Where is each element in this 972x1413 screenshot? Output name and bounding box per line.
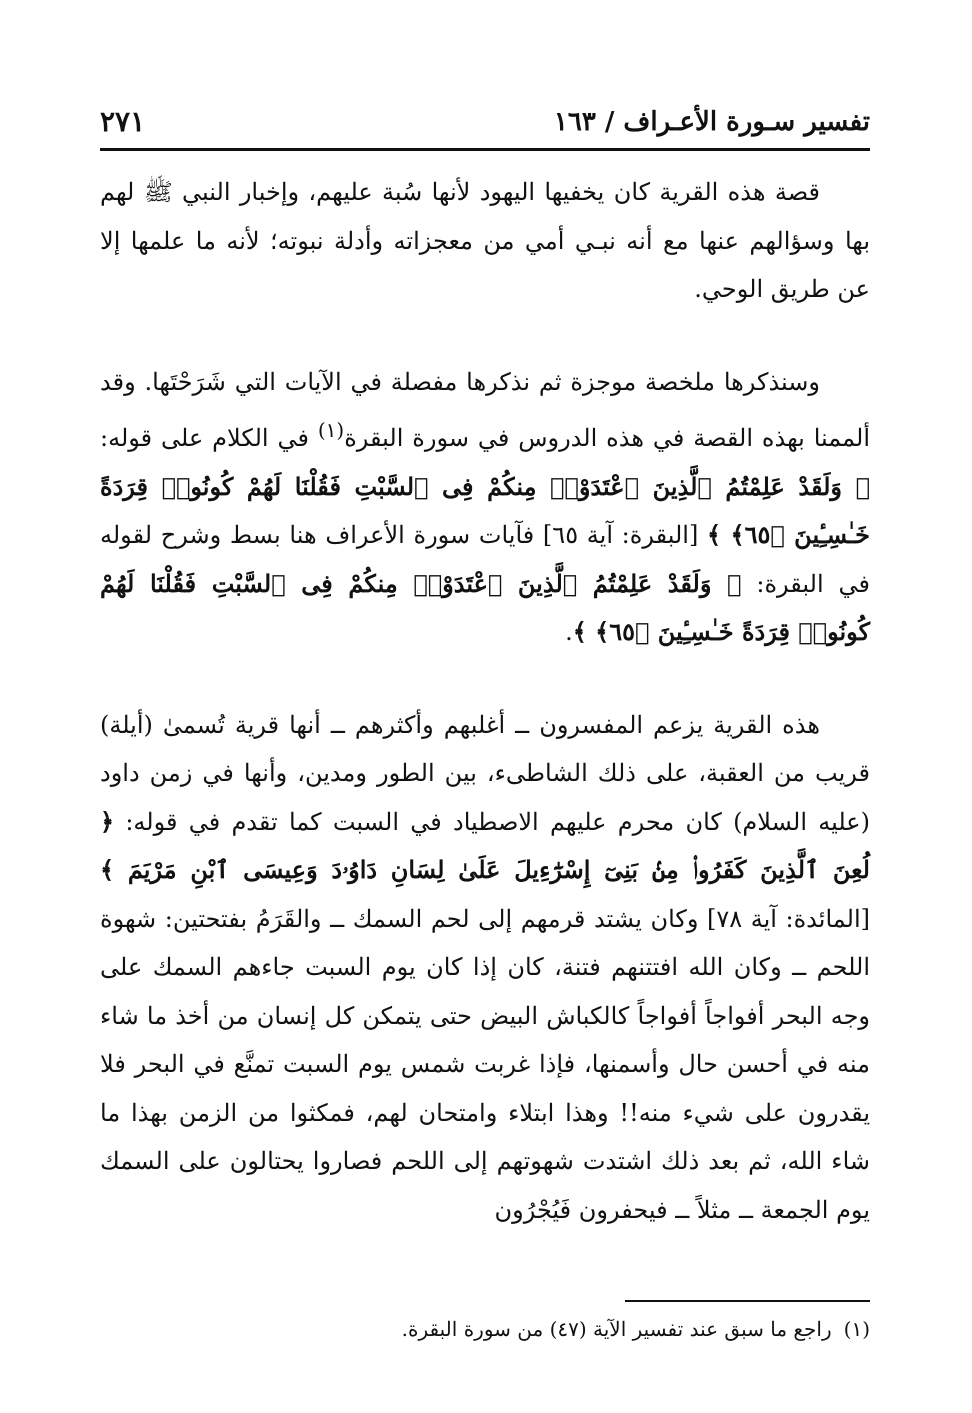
footnote-reference: (١) [317,418,345,442]
quran-quote-3: ﴿ لُعِنَ ٱلَّذِينَ كَفَرُوا۟ مِنۢ بَنِىٓ إِسْرَٰٓءِيلَ عَلَىٰ لِسَانِ دَاوُۥدَ وَعِيسَى ٱبْنِ مَرْيَمَ ﴾ [100,806,870,884]
paragraph-2-mid-2: [البقرة: آية ٦٥] فآيات سورة الأعراف هنا بسط وشرح لقوله في البقرة: [100,521,871,598]
footnote-marker: (١) [843,1317,870,1341]
page-number: ٢٧١ [100,105,146,138]
footnote-rule [625,1300,870,1302]
footnote-text: راجع ما سبق عند تفسير الآية (٤٧) من سورة البقرة. [401,1317,832,1341]
header-title: تفسير سـورة الأعـراف / ١٦٣ [553,107,870,137]
paragraph-3-rest: [المائدة: آية ٧٨] وكان يشتد قرمهم إلى لحم السمك ــ والقَرَمُ بفتحتين: شهوة اللحم ــ وكان الله افتتنهم فتنة، كان إذا كان يوم السبت جاءهم السمك على وجه البحر أفواجاً أفواجاً كالكباش البيض حتى يتمكن كل إنسان من أخذ ما شاء منه في أحسن حال وأسمنها، فإذا غربت شمس يوم السبت تمنَّع في البحر فلا يقدرون على شيء منه!! وهذا ابتلاء وامتحان لهم، فمكثوا من الزمن بهذا ما شاء الله، ثم بعد ذلك اشتدت شهوتهم إلى اللحم فصاروا يحتالون على السمك يوم الجمعة ــ مثلاً ــ فيحفرون فَيُجْرُون [100,904,870,1224]
paragraph-2-end: . [565,618,573,646]
quran-quote-1: ﴿ وَلَقَدْ عَلِمْتُمُ ٱلَّذِينَ ٱعْتَدَوْا۟ مِنكُمْ فِى ٱلسَّبْتِ فَقُلْنَا لَهُمْ كُونُوا۟ قِرَدَةً خَـٰسِـِٔينَ ﴿٦٥﴾ ﴾ [100,471,871,549]
main-text [100,168,870,1234]
paragraph-3-intro: هذه القرية يزعم المفسرون ــ أغلبهم وأكثرهم ــ أنها قرية تُسمىٰ (أيلة) قريب من العقبة، على ذلك الشاطىء، بين الطور ومدين، وأنها في زمن داود (عليه السلام) كان محرم عليهم الاصطياد في السبت كما تقدم في قوله: [100,710,870,836]
quran-quote-2: ﴿ وَلَقَدْ عَلِمْتُمُ ٱلَّذِينَ ٱعْتَدَوْا۟ مِنكُمْ فِى ٱلسَّبْتِ فَقُلْنَا لَهُمْ كُونُوا۟ قِرَدَةً خَـٰسِـِٔينَ ﴿٦٥﴾ ﴾ [100,568,870,646]
paragraph-1 [100,168,870,314]
paragraph-3 [100,701,870,1235]
paragraph-1-text: قصة هذه القرية كان يخفيها اليهود لأنها سُبة عليهم، وإخبار النبي ﷺ لهم بها وسؤالهم عنها مع أنه نبـي أمي من معجزاته وأدلة نبوته؛ لأنه ما علمها إلا عن طريق الوحي. [100,178,871,303]
paragraph-spacer [100,657,870,701]
running-header [100,96,870,142]
paragraph-2 [100,358,870,657]
paragraph-spacer [100,314,870,358]
paragraph-2-intro: وسنذكرها ملخصة موجزة ثم نذكرها مفصلة في الآيات التي شَرَحْتَها. وقد ألممنا بهذه القصة في هذه الدروس في سورة البقرة [100,367,870,452]
footnote [100,1312,870,1346]
paragraph-2-mid-1: في الكلام على قوله: [100,424,318,452]
header-rule [100,148,870,151]
